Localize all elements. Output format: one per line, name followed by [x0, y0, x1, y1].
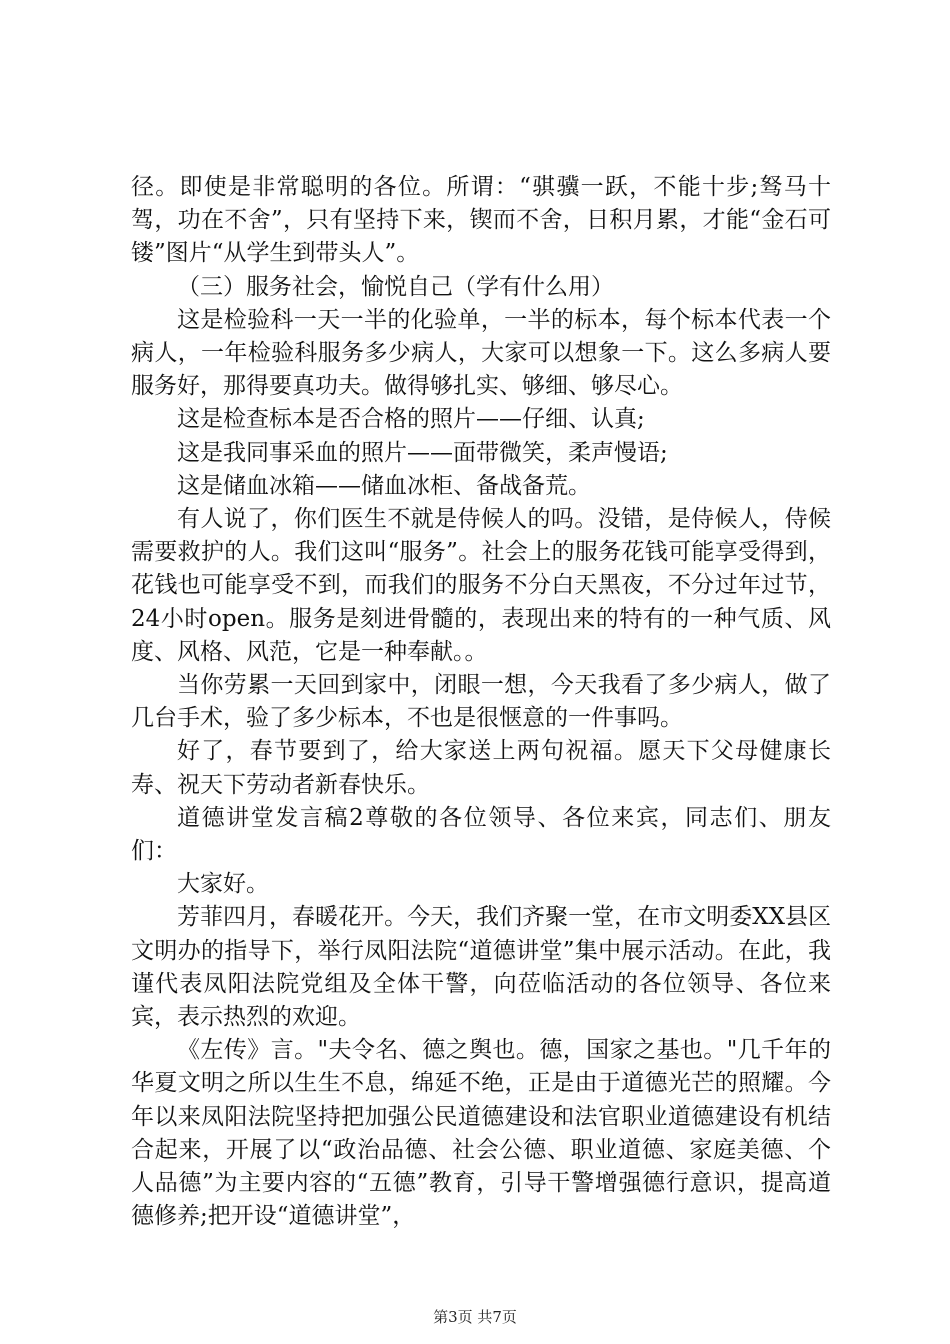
section-heading: （三）服务社会，愉悦自己（学有什么用） — [177, 273, 614, 300]
paragraph: 这是检验科一天一半的化验单，一半的标本，每个标本代表一个病人，一年检验科服务多少病人，大家可以想象一下。这么多病人要服务好，那得要真功夫。做得够扎实、够细、够尽心。 — [131, 306, 831, 400]
paragraph: 有人说了，你们医生不就是侍候人的吗。没错，是侍候人，侍候需要救护的人。我们这叫“服务”。社会上的服务花钱可能享受得到，花钱也可能享受不到，而我们的服务不分白天黑夜，不分过年过节，24小时open。服务是刻进骨髓的，表现出来的特有的一种气质、风度、风格、风范，它是一种奉献。。 — [131, 506, 831, 665]
paragraph: 当你劳累一天回到家中，闭眼一想，今天我看了多少病人，做了几台手术，验了多少标本，不也是很惬意的一件事吗。 — [131, 672, 831, 732]
paragraph: 这是储血冰箱——储血冰柜、备战备荒。 — [177, 472, 591, 499]
paragraph: 这是我同事采血的照片——面带微笑，柔声慢语; — [177, 439, 668, 466]
paragraph: 芳菲四月，春暖花开。今天，我们齐聚一堂，在市文明委XX县区文明办的指导下，举行凤阳法院“道德讲堂”集中展示活动。在此，我谨代表凤阳法院党组及全体干警，向莅临活动的各位领导、各位来宾，表示热烈的欢迎。 — [131, 904, 831, 1031]
paragraph-continuation: 径。即使是非常聪明的各位。所谓：“骐骥一跃，不能十步;驽马十驾，功在不舍”，只有坚持下来，锲而不舍，日积月累，才能“金石可镂”图片“从学生到带头人”。 — [131, 174, 831, 267]
paragraph: 好了，春节要到了，给大家送上两句祝福。愿天下父母健康长寿、祝天下劳动者新春快乐。 — [131, 738, 831, 798]
paragraph: 这是检查标本是否合格的照片——仔细、认真; — [177, 406, 645, 433]
paragraph: 《左传》言。"夫令名、德之舆也。德，国家之基也。"几千年的华夏文明之所以生生不息，绵延不绝，正是由于道德光芒的照耀。今年以来凤阳法院坚持把加强公民道德建设和法官职业道德建设有机结合起来，开展了以“政治品德、社会公德、职业道德、家庭美德、个人品德”为主要内容的“五德”教育，引导干警增强德行意识，提高道德修养;把开设“道德讲堂”， — [131, 1037, 831, 1230]
paragraph: 道德讲堂发言稿2尊敬的各位领导、各位来宾，同志们、朋友们： — [131, 804, 831, 865]
document-body — [131, 171, 831, 1234]
page-footer: 第3页 共7页 — [433, 1308, 517, 1326]
greeting: 大家好。 — [177, 871, 269, 898]
